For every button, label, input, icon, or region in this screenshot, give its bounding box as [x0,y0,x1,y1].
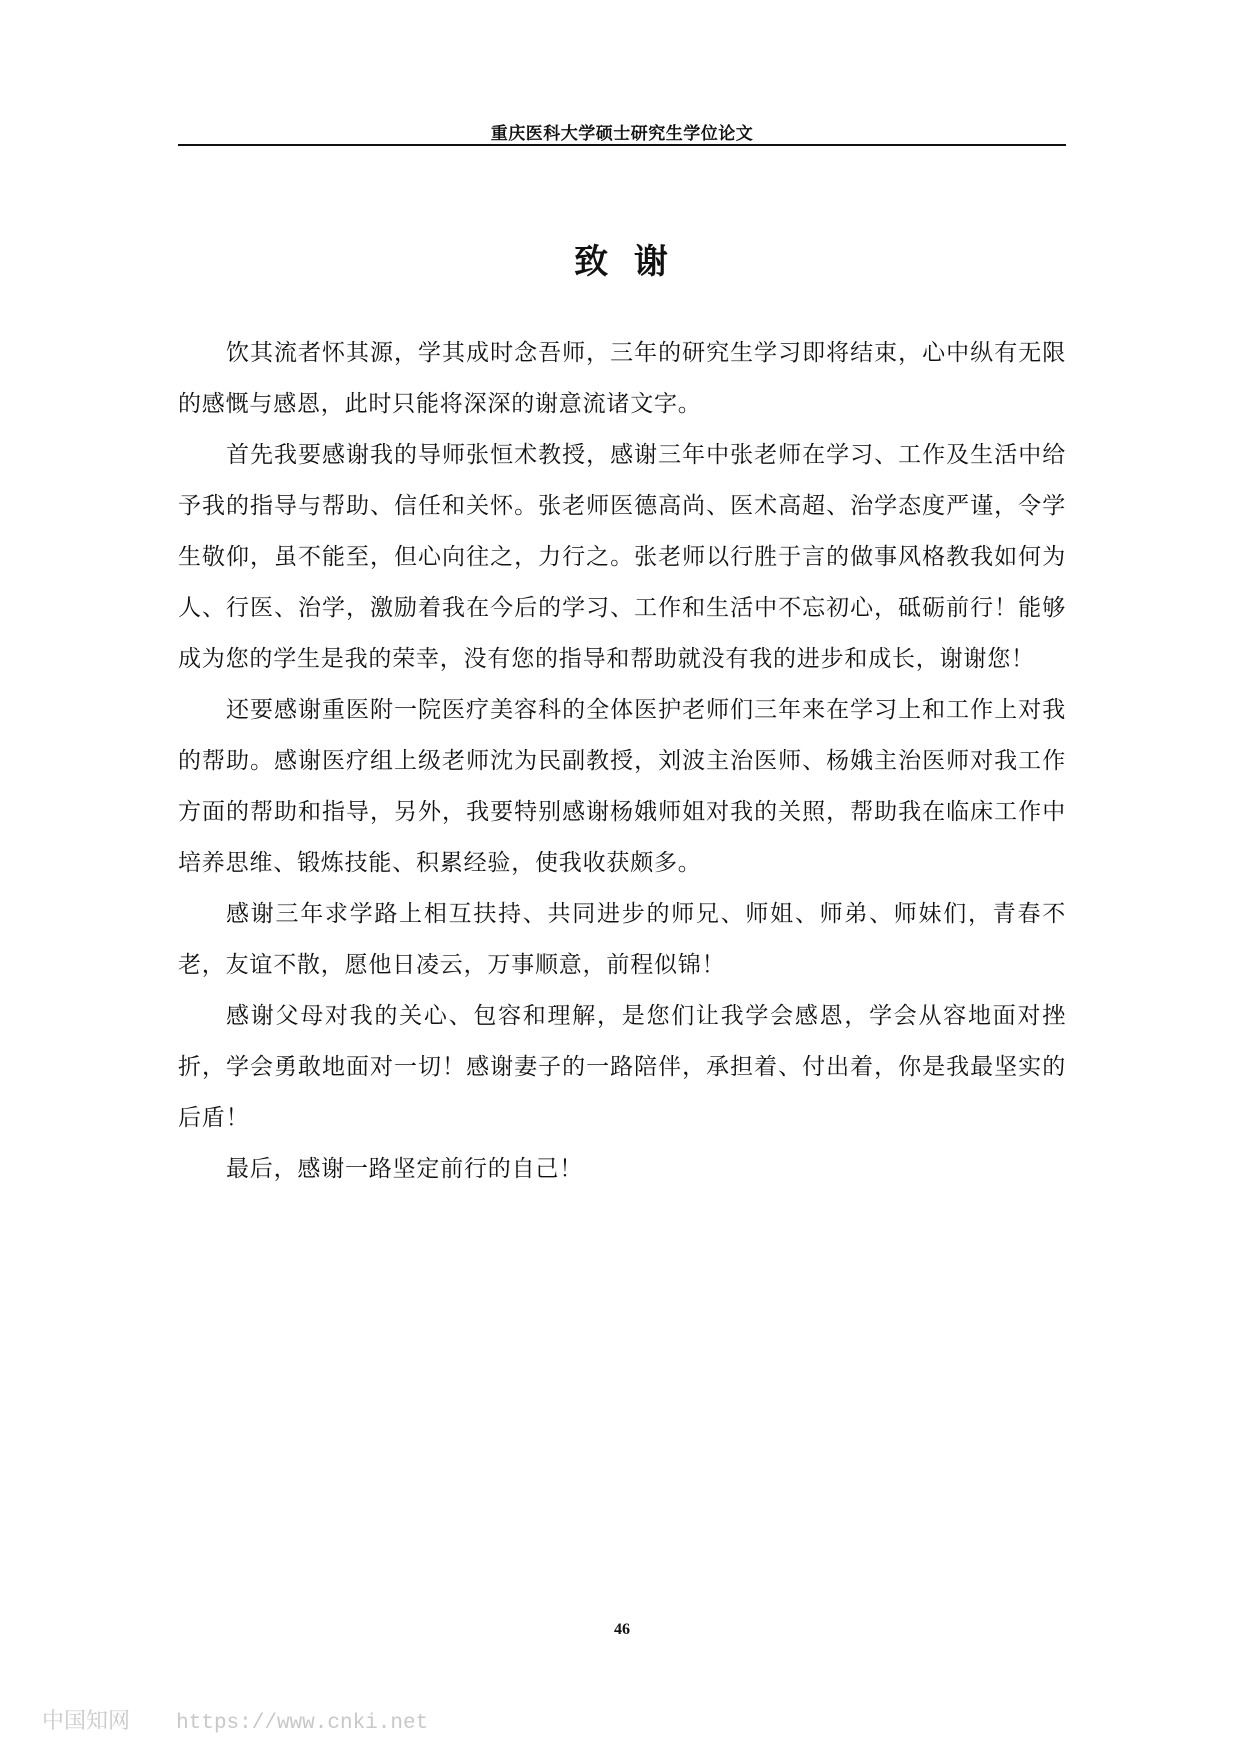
paragraph-2: 首先我要感谢我的导师张恒术教授，感谢三年中张老师在学习、工作及生活中给予我的指导与帮助、信任和关怀。张老师医德高尚、医术高超、治学态度严谨，令学生敬仰，虽不能至，但心向往之，力行之。张老师以行胜于言的做事风格教我如何为人、行医、治学，激励着我在今后的学习、工作和生活中不忘初心，砥砺前行！能够成为您的学生是我的荣幸，没有您的指导和帮助就没有我的进步和成长，谢谢您！ [178,442,1066,672]
paragraph-3: 还要感谢重医附一院医疗美容科的全体医护老师们三年来在学习上和工作上对我的帮助。感谢医疗组上级老师沈为民副教授，刘波主治医师、杨娥主治医师对我工作方面的帮助和指导，另外，我要特别感谢杨娥师姐对我的关照，帮助我在临床工作中培养思维、锻炼技能、积累经验，使我收获颇多。 [178,697,1066,876]
paragraph-5: 感谢父母对我的关心、包容和理解，是您们让我学会感恩，学会从容地面对挫折，学会勇敢地面对一切！感谢妻子的一路陪伴，承担着、付出着，你是我最坚实的后盾！ [178,1003,1066,1131]
header-rule [178,144,1066,146]
page-title: 致 谢 [574,242,670,282]
paragraph-1: 饮其流者怀其源，学其成时念吾师，三年的研究生学习即将结束，心中纵有无限的感慨与感恩，此时只能将深深的谢意流诸文字。 [178,340,1066,417]
cnki-watermark [42,1704,428,1735]
paragraph-6: 最后，感谢一路坚定前行的自己！ [226,1156,583,1182]
watermark-site-name: 中国知网 [42,1708,131,1733]
acknowledgement-body [178,328,1066,1195]
page-number: 46 [614,1621,630,1638]
paragraph-4: 感谢三年求学路上相互扶持、共同进步的师兄、师姐、师弟、师妹们，青春不老，友谊不散，愿他日凌云，万事顺意，前程似锦！ [178,901,1066,978]
running-header: 重庆医科大学硕士研究生学位论文 [490,124,754,144]
watermark-url: https://www.cnki.net [176,1712,429,1735]
